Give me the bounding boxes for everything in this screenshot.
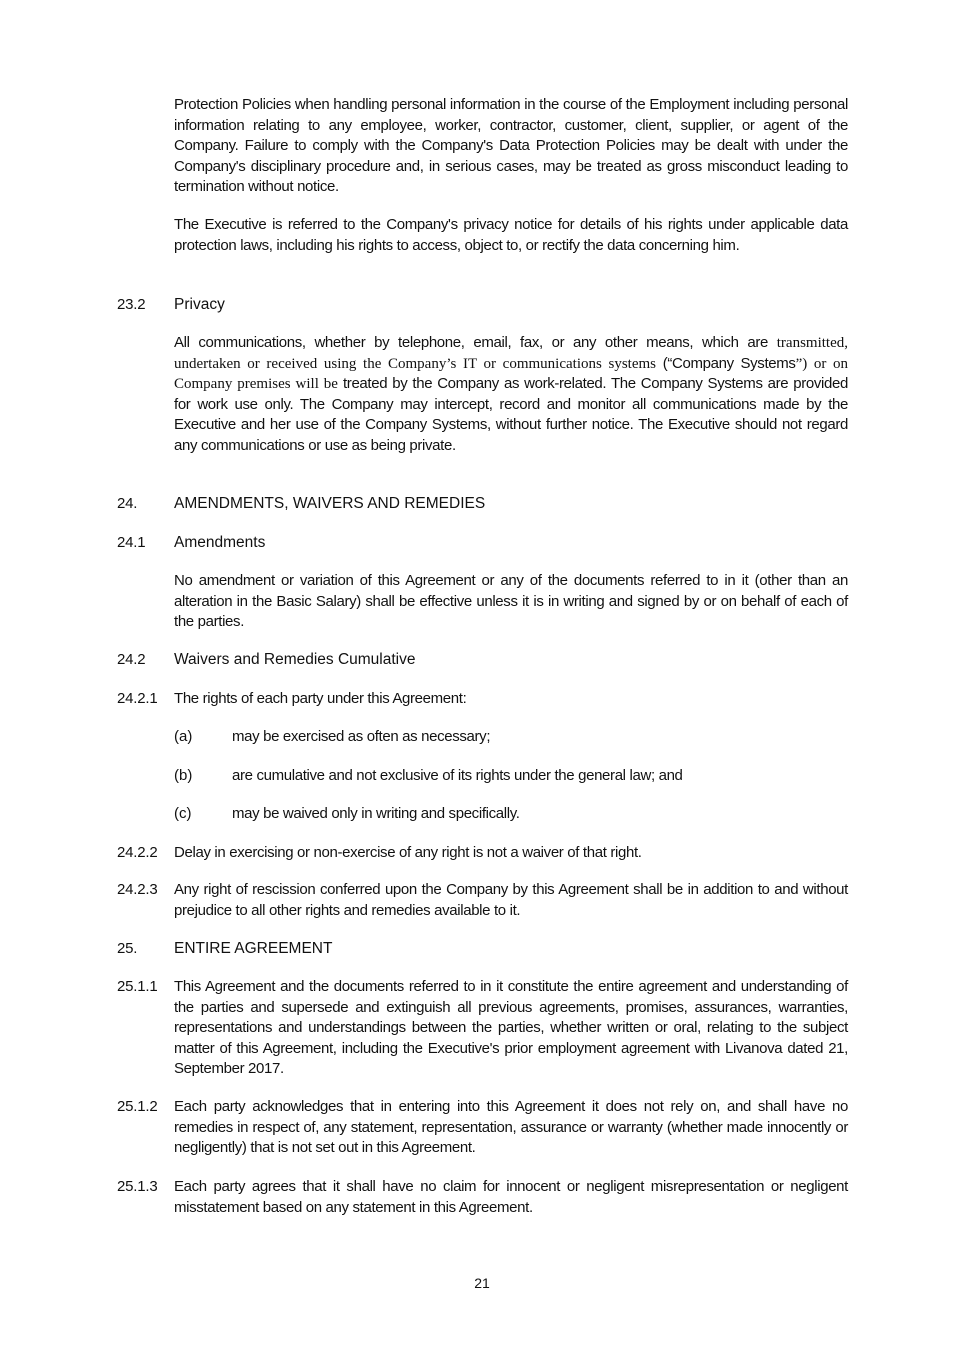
- section-heading-entire-agreement: ENTIRE AGREEMENT: [174, 940, 333, 957]
- privacy-text-3: (“Company Systems: [662, 354, 796, 372]
- delay-paragraph: Delay in exercising or non-exercise of any right is not a waiver of that right.: [174, 844, 642, 861]
- section-number-25: 25.: [117, 940, 138, 957]
- privacy-text-1: All communications, whether by telephone, email, fax, or any other means, which are: [174, 334, 768, 351]
- item-label-b: (b): [174, 767, 193, 784]
- section-number-25-1-3: 25.1.3: [117, 1178, 158, 1195]
- section-heading-amendments-waivers: AMENDMENTS, WAIVERS AND REMEDIES: [174, 495, 486, 512]
- privacy-text-5: treated by the Company as work-related. The Company Systems are provided for work use only. The Company may intercept, record and monitor all communications made by the Executive and her use of the Company Systems, without further notice. The Executive should not regard any communications or use as being private.: [174, 375, 848, 454]
- section-number-25-1-1: 25.1.1: [117, 978, 158, 995]
- page-number: 21: [474, 1275, 490, 1291]
- privacy-text-2: transmitted, undertaken or received using the Company’s IT or communications systems: [174, 335, 848, 372]
- section-number-24-2-2: 24.2.2: [117, 844, 158, 861]
- entire-agreement-paragraph-3: Each party agrees that it shall have no claim for innocent or negligent misrepresentation or negligent misstatement based on any statement in this Agreement.: [174, 1178, 848, 1216]
- section-number-23-2: 23.2: [117, 296, 146, 313]
- rights-intro: The rights of each party under this Agreement:: [174, 690, 467, 707]
- section-number-25-1-2: 25.1.2: [117, 1098, 158, 1115]
- item-label-c: (c): [174, 805, 192, 822]
- item-a: may be exercised as often as necessary;: [232, 728, 491, 745]
- item-b: are cumulative and not exclusive of its rights under the general law; and: [232, 767, 683, 784]
- privacy-paragraph: [174, 333, 848, 457]
- section-number-24-2-3: 24.2.3: [117, 881, 158, 898]
- section-heading-amendments: Amendments: [174, 534, 266, 551]
- privacy-text-4: ”) or on Company premises will be: [174, 355, 849, 393]
- privacy-notice-paragraph: The Executive is referred to the Company's privacy notice for details of his rights under applicable data protection laws, including his rights to access, object to, or rectify the data concerning him.: [174, 216, 848, 254]
- entire-agreement-paragraph-1: This Agreement and the documents referred to in it constitute the entire agreement and understanding of the parties and supersede and extinguish all previous agreements, promises, assurances, warranties, representations and understandings between the parties, whether written or oral, relating to the subject matter of this Agreement, including the Executive's prior employment agreement with Livanova dated 21, September 2017.: [174, 978, 848, 1078]
- section-number-24-1: 24.1: [117, 534, 146, 551]
- section-number-24: 24.: [117, 495, 138, 512]
- section-heading-waivers: Waivers and Remedies Cumulative: [174, 651, 416, 668]
- section-number-24-2: 24.2: [117, 651, 146, 668]
- item-c: may be waived only in writing and specifically.: [232, 805, 520, 822]
- rescission-paragraph: Any right of rescission conferred upon the Company by this Agreement shall be in addition to and without prejudice to all other rights and remedies available to it.: [174, 881, 848, 919]
- entire-agreement-paragraph-2: Each party acknowledges that in entering into this Agreement it does not rely on, and shall have no remedies in respect of, any statement, representation, assurance or warranty (whether made innocently or negligently) that is not set out in this Agreement.: [174, 1098, 848, 1157]
- section-heading-privacy: Privacy: [174, 296, 225, 313]
- section-number-24-2-1: 24.2.1: [117, 690, 158, 707]
- amendments-paragraph: No amendment or variation of this Agreement or any of the documents referred to in it (other than an alteration in the Basic Salary) shall be effective unless it is in writing and signed by or on behalf of each of the parties.: [174, 572, 848, 631]
- data-protection-paragraph: Protection Policies when handling personal information in the course of the Employment including personal information relating to any employee, worker, contractor, customer, client, supplier, or agent of the Company. Failure to comply with the Company's Data Protection Policies may be dealt with under the Company's disciplinary procedure and, in serious cases, may be treated as gross misconduct leading to termination without notice.: [174, 96, 848, 196]
- item-label-a: (a): [174, 728, 193, 745]
